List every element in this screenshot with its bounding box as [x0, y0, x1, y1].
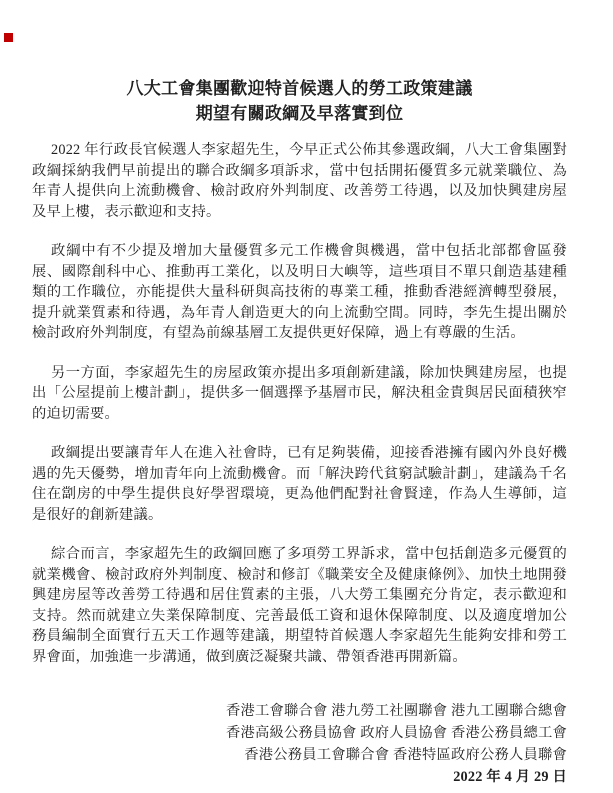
paragraph-intro: 2022 年行政長官候選人李家超先生，今早正式公佈其參選政綱，八大工會集團對政綱採納我們早前提出的聯合政綱多項訴求，當中包括開拓優質多元就業職位、為年青人提供向上流動機會、檢討政府外判制度、改善勞工待遇，以及加快興建房屋及早上樓，表示歡迎和支持。	[32, 142, 567, 220]
red-corner-mark	[4, 33, 13, 42]
signatory-line-2: 香港高級公務員協會 政府人員協會 香港公務員總工會	[226, 725, 567, 741]
title-line-2: 期望有關政綱及早落實到位	[195, 104, 404, 123]
title-line-1: 八大工會集團歡迎特首候選人的勞工政策建議	[126, 79, 473, 98]
document-date: 2022 年 4 月 29 日	[453, 769, 567, 785]
paragraph-housing: 另一方面，李家超先生的房屋政策亦提出多項創新建議，除加快興建房屋，也提出「公屋提前上樓計劃」，提供多一個選擇予基層市民，解決租金貴與居民面積狹窄的迫切需要。	[32, 364, 567, 422]
document-title	[32, 76, 567, 126]
paragraph-jobs: 政綱中有不少提及增加大量優質多元工作機會與機遇，當中包括北部都會區發展、國際創科中心、推動再工業化，以及明日大嶼等，這些項目不單只創造基建種類的工作職位，亦能提供大量科研與高技術的專業工種，推動香港經濟轉型發展，提升就業質素和待遇，為年青人創造更大的向上流動空間。同時，李先生提出關於檢討政府外判制度，有望為前線基層工友提供更好保障，過上有尊嚴的生活。	[32, 243, 567, 341]
paragraph-conclusion: 綜合而言，李家超先生的政綱回應了多項勞工界訴求，當中包括創造多元優質的就業機會、檢討政府外判制度、檢討和修訂《職業安全及健康條例》、加快土地開發興建房屋等改善勞工待遇和居住質素的主張，八大勞工集團充分肯定，表示歡迎和支持。然而就建立失業保障制度、完善最低工資和退休保障制度、以及適度增加公務員編制全面實行五天工作週等建議，期望特首候選人李家超先生能夠安排和勞工界會面，加強進一步溝通，做到廣泛凝聚共識、帶領香港再開新篇。	[32, 546, 567, 665]
signatory-line-3: 香港公務員工會聯合會 香港特區政府公務人員聯會	[244, 747, 567, 763]
signatory-line-1: 香港工會聯合會 港九勞工社團聯會 港九工團聯合總會	[226, 703, 567, 719]
signature-block	[32, 700, 567, 788]
paragraph-youth: 政綱提出要讓青年人在進入社會時，已有足夠裝備，迎接香港擁有國內外良好機遇的先天優勢，增加青年向上流動機會。而「解決跨代貧窮試驗計劃」，建議為千名住在劏房的中學生提供良好學習環境，更為他們配對社會賢達，作為人生導師，這是很好的創新建議。	[32, 445, 567, 523]
